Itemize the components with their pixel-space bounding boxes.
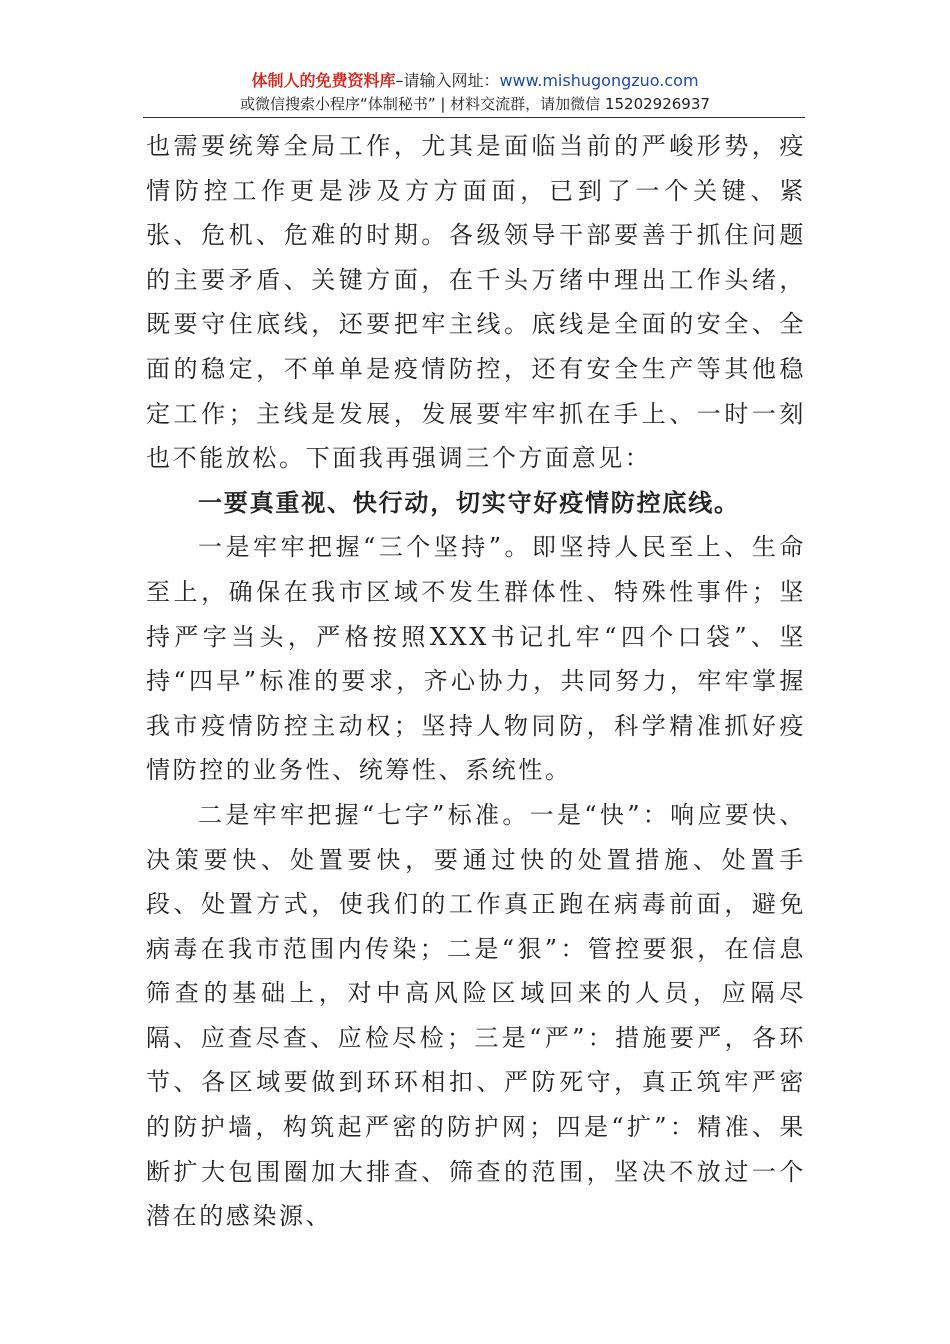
paragraph-2: 一是牢牢把握“三个坚持”。即坚持人民至上、生命至上，确保在我市区域不发生群体性、特殊性事件；坚持严字当头，严格按照XXX书记扎牢“四个口袋”、坚持“四早”标准的要求，齐心协力，共同努力，牢牢掌握我市疫情防控主动权；坚持人物同防，科学精准抓好疫情防控的业务性、统筹性、系统性。 xyxy=(146,533,806,785)
paragraph-1: 也需要统筹全局工作，尤其是面临当前的严峻形势，疫情防控工作更是涉及方方面面，已到了一个关键、紧张、危机、危难的时期。各级领导干部要善于抓住问题的主要矛盾、关键方面，在千头万绪中理出工作头绪，既要守住底线，还要把牢主线。底线是全面的安全、全面的稳定，不单单是疫情防控，还有安全生产等其他稳定工作；主线是发展，发展要牢牢抓在手上、一时一刻也不能放松。下面我再强调三个方面意见： xyxy=(146,132,806,473)
header-line-2: 或微信搜索小程序“体制秘书” | 材料交流群，请加微信 15202926937 xyxy=(240,95,710,113)
page-header xyxy=(0,70,950,115)
section-heading-1: 一要真重视、快行动，切实守好疫情防控底线。 xyxy=(198,488,740,517)
paragraph-3: 二是牢牢把握“七字”标准。一是“快”：响应要快、决策要快、处置要快，要通过快的处置措施、处置手段、处置方式，使我们的工作真正跑在病毒前面，避免病毒在我市范围内传染；二是“狠”：管控要狠，在信息筛查的基础上，对中高风险区域回来的人员，应隔尽隔、应查尽查、应检尽检；三是“严”：措施要严，各环节、各区域要做到环环相扣、严防死守，真正筑牢严密的防护墙，构筑起严密的防护网；四是“扩”：精准、果断扩大包围圈加大排查、筛查的范围，坚决不放过一个潜在的感染源、 xyxy=(146,800,806,1231)
header-prompt: –请输入网址： xyxy=(395,71,500,90)
document-body xyxy=(146,124,806,1239)
header-url-link[interactable]: www.mishugongzuo.com xyxy=(499,71,699,90)
header-brand: 体制人的免费资料库 xyxy=(251,71,396,90)
header-divider xyxy=(143,117,805,118)
header-line-1 xyxy=(0,70,950,92)
